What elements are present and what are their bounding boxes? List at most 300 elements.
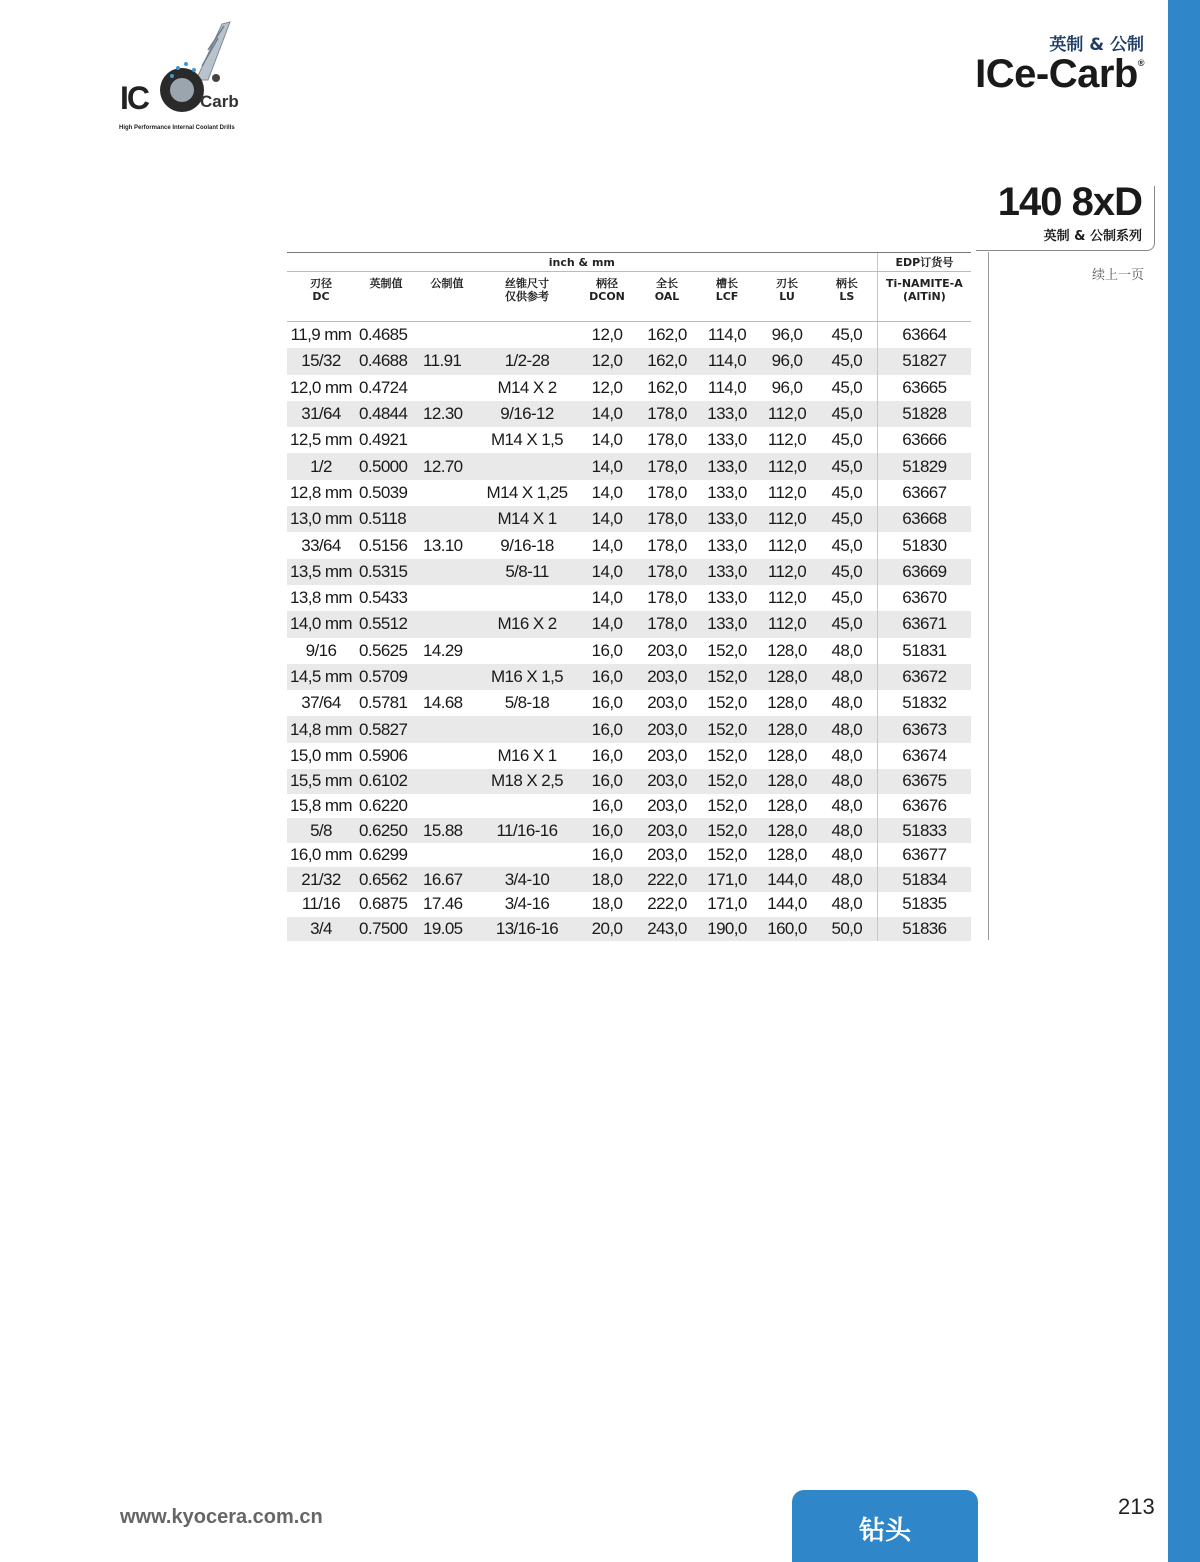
column-header-line1: 公制值 xyxy=(430,277,464,290)
cell-lu: 112,0 xyxy=(767,535,807,555)
cell-oal: 162,0 xyxy=(647,377,687,397)
cell-dc: 14,0 mm xyxy=(287,611,355,637)
cell-inch: 0.5827 xyxy=(355,716,417,742)
cell-ls: 45,0 xyxy=(817,348,877,374)
cell-dcon: 14,0 xyxy=(591,430,623,450)
cell-lu: 112,0 xyxy=(757,611,817,637)
column-header-oal xyxy=(637,272,697,322)
cell-lcf: 152,0 xyxy=(707,640,747,660)
cell-dcon: 18,0 xyxy=(591,894,623,914)
cell-oal: 243,0 xyxy=(637,917,697,942)
column-header-line1: 柄长 xyxy=(835,277,858,290)
cell-dcon: 16,0 xyxy=(591,795,623,815)
table-row xyxy=(287,917,971,942)
header-title xyxy=(975,52,1144,97)
cell-dc: 1/2 xyxy=(287,453,355,479)
column-header-edp xyxy=(877,272,971,322)
cell-tap: M16 X 1 xyxy=(497,745,557,765)
table-row xyxy=(287,348,971,374)
cell-dcon: 16,0 xyxy=(577,818,637,843)
cell-inch: 0.4844 xyxy=(355,401,417,427)
cell-mm xyxy=(417,375,477,401)
cell-edp: 63674 xyxy=(877,743,971,769)
cell-oal: 178,0 xyxy=(647,588,687,608)
cell-inch: 0.6299 xyxy=(359,845,408,865)
table-row xyxy=(287,532,971,558)
cell-dc: 11,9 mm xyxy=(290,325,352,345)
cell-edp: 51831 xyxy=(877,638,971,664)
cell-oal: 178,0 xyxy=(637,559,697,585)
column-header-dcon xyxy=(577,272,637,322)
table-row xyxy=(287,843,971,868)
cell-mm xyxy=(417,743,477,769)
cell-inch: 0.7500 xyxy=(355,917,417,942)
cell-ls: 45,0 xyxy=(817,401,877,427)
table-row xyxy=(287,611,971,637)
cell-dc: 12,5 mm xyxy=(290,430,352,450)
cell-lu: 112,0 xyxy=(767,482,807,502)
cell-edp: 51830 xyxy=(877,532,971,558)
column-header-line2: LU xyxy=(779,290,795,303)
column-header-line2: LS xyxy=(839,290,855,303)
logo-tagline: High Performance Internal Coolant Drills xyxy=(119,125,235,131)
cell-dcon: 14,0 xyxy=(577,559,637,585)
cell-oal: 178,0 xyxy=(637,611,697,637)
cell-tap: M14 X 1 xyxy=(477,506,577,532)
cell-mm: 13.10 xyxy=(423,535,463,555)
cell-ls: 45,0 xyxy=(817,506,877,532)
cell-oal: 162,0 xyxy=(637,348,697,374)
cell-lcf: 114,0 xyxy=(707,325,747,345)
cell-inch: 0.4921 xyxy=(359,430,408,450)
table-row xyxy=(287,769,971,794)
logo-ic-text: IC xyxy=(120,80,148,116)
cell-edp: 63665 xyxy=(877,375,971,401)
cell-dc: 9/16 xyxy=(305,640,337,660)
continued-note: 续上一页 xyxy=(1091,268,1144,283)
cell-edp: 63664 xyxy=(877,322,971,349)
table-row xyxy=(287,892,971,917)
cell-lcf: 152,0 xyxy=(707,745,747,765)
cell-ls: 48,0 xyxy=(817,716,877,742)
cell-ls: 48,0 xyxy=(831,745,863,765)
spec-table xyxy=(287,252,971,941)
cell-dc: 13,0 mm xyxy=(287,506,355,532)
cell-ls: 48,0 xyxy=(831,845,863,865)
cell-edp: 63671 xyxy=(877,611,971,637)
cell-edp: 63676 xyxy=(877,794,971,819)
cell-inch: 0.5906 xyxy=(359,745,408,765)
cell-mm xyxy=(417,664,477,690)
cell-ls: 45,0 xyxy=(817,611,877,637)
table-row xyxy=(287,401,971,427)
cell-lu: 112,0 xyxy=(757,559,817,585)
cell-lu: 112,0 xyxy=(767,588,807,608)
cell-oal: 162,0 xyxy=(647,325,687,345)
table-row xyxy=(287,559,971,585)
cell-mm: 12.70 xyxy=(417,453,477,479)
cell-ls: 48,0 xyxy=(831,894,863,914)
cell-tap xyxy=(477,794,577,819)
cell-tap: 1/2-28 xyxy=(477,348,577,374)
cell-edp: 63677 xyxy=(877,843,971,868)
cell-lcf: 152,0 xyxy=(697,818,757,843)
cell-edp: 63667 xyxy=(877,480,971,506)
cell-lcf: 133,0 xyxy=(697,453,757,479)
cell-dcon: 14,0 xyxy=(577,611,637,637)
column-header-ls xyxy=(817,272,877,322)
cell-lcf: 114,0 xyxy=(707,377,747,397)
cell-lcf: 152,0 xyxy=(707,845,747,865)
column-header-line1: 丝锥尺寸 xyxy=(505,277,549,290)
cell-edp: 51827 xyxy=(877,348,971,374)
spec-table-container xyxy=(287,252,987,941)
cell-inch: 0.5512 xyxy=(355,611,417,637)
cell-inch: 0.6875 xyxy=(359,894,408,914)
cell-tap: 13/16-16 xyxy=(477,917,577,942)
column-header-line2: (AlTiN) xyxy=(902,290,946,303)
cell-ls: 48,0 xyxy=(831,640,863,660)
cell-dc: 13,8 mm xyxy=(290,588,352,608)
column-header-dc xyxy=(287,272,355,322)
cell-oal: 203,0 xyxy=(647,640,687,660)
registered-mark: ® xyxy=(1137,58,1144,68)
cell-oal: 203,0 xyxy=(647,795,687,815)
product-title: 140 8xD xyxy=(997,180,1142,224)
cell-mm xyxy=(417,585,477,611)
cell-lcf: 133,0 xyxy=(707,535,747,555)
cell-oal: 178,0 xyxy=(637,401,697,427)
cell-mm: 15.88 xyxy=(417,818,477,843)
cell-lcf: 152,0 xyxy=(697,664,757,690)
cell-dc: 15,0 mm xyxy=(290,745,352,765)
column-header-line1: Ti-NAMITE-A xyxy=(886,277,963,290)
cell-dcon: 18,0 xyxy=(577,867,637,892)
cell-inch: 0.5625 xyxy=(359,640,408,660)
cell-ls: 48,0 xyxy=(817,769,877,794)
cell-lu: 160,0 xyxy=(757,917,817,942)
cell-lcf: 152,0 xyxy=(697,769,757,794)
cell-dc: 14,5 mm xyxy=(287,664,355,690)
cell-lcf: 133,0 xyxy=(697,506,757,532)
cell-lu: 144,0 xyxy=(767,894,807,914)
cell-dc: 31/64 xyxy=(287,401,355,427)
table-row xyxy=(287,743,971,769)
table-column-header xyxy=(287,272,971,322)
cell-lu: 96,0 xyxy=(757,348,817,374)
cell-inch: 0.5156 xyxy=(359,535,408,555)
cell-ls: 45,0 xyxy=(831,535,863,555)
cell-tap: M14 X 2 xyxy=(497,377,557,397)
cell-ls: 45,0 xyxy=(831,430,863,450)
cell-tap xyxy=(477,843,577,868)
cell-dcon: 16,0 xyxy=(591,693,623,713)
cell-dcon: 16,0 xyxy=(591,640,623,660)
section-tab-label: 钻头 xyxy=(858,1516,911,1546)
cell-tap: 9/16-12 xyxy=(477,401,577,427)
cell-tap xyxy=(477,638,577,664)
group-header-edp: EDP订货号 xyxy=(877,253,971,272)
cell-dcon: 14,0 xyxy=(591,482,623,502)
cell-mm xyxy=(417,506,477,532)
cell-dc: 13,5 mm xyxy=(287,559,355,585)
column-header-mm xyxy=(417,272,477,322)
cell-oal: 178,0 xyxy=(647,535,687,555)
cell-ls: 50,0 xyxy=(817,917,877,942)
cell-oal: 203,0 xyxy=(637,818,697,843)
cell-lu: 128,0 xyxy=(767,745,807,765)
cell-inch: 0.6102 xyxy=(355,769,417,794)
cell-lu: 112,0 xyxy=(757,453,817,479)
cell-dcon: 12,0 xyxy=(577,348,637,374)
cell-inch: 0.5433 xyxy=(359,588,408,608)
cell-ls: 45,0 xyxy=(831,325,863,345)
cell-lcf: 133,0 xyxy=(697,611,757,637)
cell-inch: 0.4688 xyxy=(355,348,417,374)
cell-tap xyxy=(477,453,577,479)
cell-dc: 14,8 mm xyxy=(287,716,355,742)
cell-inch: 0.6250 xyxy=(355,818,417,843)
cell-dc: 37/64 xyxy=(301,693,341,713)
table-row xyxy=(287,664,971,690)
cell-oal: 203,0 xyxy=(647,845,687,865)
cell-dc: 3/4 xyxy=(287,917,355,942)
cell-inch: 0.5000 xyxy=(355,453,417,479)
cell-lcf: 114,0 xyxy=(697,348,757,374)
column-header-line2: DCON xyxy=(589,290,625,303)
cell-dc: 15,8 mm xyxy=(290,795,352,815)
cell-mm xyxy=(417,480,477,506)
column-header-line1: 柄径 xyxy=(596,277,618,290)
column-header-line1: 槽长 xyxy=(716,277,738,290)
cell-ls: 48,0 xyxy=(817,664,877,690)
column-header-line2: DC xyxy=(312,290,330,303)
column-header-line1: 刃长 xyxy=(776,277,798,290)
cell-edp: 63670 xyxy=(877,585,971,611)
cell-edp: 63669 xyxy=(877,559,971,585)
cell-ls: 48,0 xyxy=(817,818,877,843)
cell-oal: 222,0 xyxy=(647,894,687,914)
cell-inch: 0.4724 xyxy=(359,377,408,397)
cell-edp: 51829 xyxy=(877,453,971,479)
cell-lcf: 171,0 xyxy=(697,867,757,892)
cell-lu: 112,0 xyxy=(767,430,807,450)
cell-ls: 48,0 xyxy=(831,693,863,713)
cell-inch: 0.6220 xyxy=(359,795,408,815)
cell-lcf: 133,0 xyxy=(697,559,757,585)
cell-ls: 48,0 xyxy=(831,795,863,815)
cell-mm xyxy=(417,559,477,585)
cell-dcon: 14,0 xyxy=(577,401,637,427)
cell-dc: 12,8 mm xyxy=(290,482,352,502)
cell-edp: 51828 xyxy=(877,401,971,427)
column-header-line2: OAL xyxy=(654,290,680,303)
cell-tap: 5/8-11 xyxy=(477,559,577,585)
cell-inch: 0.5118 xyxy=(355,506,417,532)
cell-lu: 128,0 xyxy=(757,818,817,843)
footer-url: www.kyocera.com.cn xyxy=(120,1506,323,1528)
cell-mm: 12.30 xyxy=(417,401,477,427)
cell-dc: 15,5 mm xyxy=(287,769,355,794)
cell-dcon: 14,0 xyxy=(577,506,637,532)
group-header-inch-mm: inch & mm xyxy=(287,253,877,272)
cell-edp: 51834 xyxy=(877,867,971,892)
cell-lu: 128,0 xyxy=(767,640,807,660)
cell-mm xyxy=(417,843,477,868)
cell-lu: 96,0 xyxy=(771,377,803,397)
cell-dcon: 14,0 xyxy=(591,535,623,555)
cell-tap: 3/4-10 xyxy=(477,867,577,892)
cell-dcon: 16,0 xyxy=(577,716,637,742)
cell-tap: M18 X 2,5 xyxy=(477,769,577,794)
cell-oal: 203,0 xyxy=(647,693,687,713)
cell-dcon: 16,0 xyxy=(591,845,623,865)
cell-ls: 45,0 xyxy=(817,559,877,585)
cell-inch: 0.4685 xyxy=(359,325,408,345)
cell-tap: 11/16-16 xyxy=(477,818,577,843)
header-subtitle: 英制 & 公制 xyxy=(1049,35,1144,55)
cell-tap: 9/16-18 xyxy=(500,535,554,555)
side-color-band xyxy=(1168,0,1200,1562)
cell-oal: 203,0 xyxy=(637,716,697,742)
cell-lcf: 190,0 xyxy=(697,917,757,942)
cell-lcf: 133,0 xyxy=(707,482,747,502)
table-right-divider xyxy=(988,252,989,940)
cell-edp: 63672 xyxy=(877,664,971,690)
cell-tap xyxy=(477,322,577,349)
cell-mm xyxy=(417,427,477,453)
cell-lu: 128,0 xyxy=(757,716,817,742)
cell-dc: 15/32 xyxy=(287,348,355,374)
cell-tap: M14 X 1,25 xyxy=(486,482,568,502)
cell-dc: 12,0 mm xyxy=(290,377,352,397)
cell-oal: 178,0 xyxy=(637,506,697,532)
cell-lu: 112,0 xyxy=(757,506,817,532)
cell-inch: 0.5315 xyxy=(355,559,417,585)
cell-tap: M16 X 1,5 xyxy=(477,664,577,690)
cell-inch: 0.5781 xyxy=(359,693,408,713)
cell-lu: 128,0 xyxy=(757,664,817,690)
cell-mm: 16.67 xyxy=(417,867,477,892)
cell-tap xyxy=(477,585,577,611)
column-header-line1: 英制值 xyxy=(369,277,403,290)
cell-inch: 0.6562 xyxy=(355,867,417,892)
table-row xyxy=(287,794,971,819)
cell-mm xyxy=(417,769,477,794)
table-row xyxy=(287,453,971,479)
cell-lu: 128,0 xyxy=(757,769,817,794)
table-group-header xyxy=(287,253,971,272)
cell-lu: 144,0 xyxy=(757,867,817,892)
cell-dc: 33/64 xyxy=(301,535,341,555)
cell-edp: 63675 xyxy=(877,769,971,794)
product-subtitle: 英制 & 公制系列 xyxy=(1043,229,1142,244)
column-header-inch xyxy=(355,272,417,322)
cell-lu: 128,0 xyxy=(767,693,807,713)
column-header-line1: 全长 xyxy=(656,277,678,290)
cell-dcon: 14,0 xyxy=(577,453,637,479)
cell-edp: 51836 xyxy=(877,917,971,942)
cell-mm xyxy=(417,322,477,349)
table-row xyxy=(287,818,971,843)
cell-mm: 11.91 xyxy=(417,348,477,374)
table-body xyxy=(287,322,971,942)
cell-oal: 178,0 xyxy=(647,482,687,502)
column-header-line1: 刃径 xyxy=(310,277,332,290)
cell-ls: 45,0 xyxy=(831,482,863,502)
cell-mm: 19.05 xyxy=(417,917,477,942)
ice-carb-logo xyxy=(112,20,262,138)
cell-inch: 0.5039 xyxy=(359,482,408,502)
table-row xyxy=(287,480,971,506)
cell-lcf: 133,0 xyxy=(697,401,757,427)
cell-edp: 63673 xyxy=(877,716,971,742)
column-header-lcf xyxy=(697,272,757,322)
cell-edp: 63666 xyxy=(877,427,971,453)
cell-tap: 5/8-18 xyxy=(504,693,550,713)
cell-dcon: 16,0 xyxy=(577,769,637,794)
table-row xyxy=(287,690,971,716)
page-number: 213 xyxy=(1118,1494,1155,1519)
column-header-line2: LCF xyxy=(715,290,739,303)
cell-dcon: 20,0 xyxy=(577,917,637,942)
cell-lu: 128,0 xyxy=(767,845,807,865)
table-row xyxy=(287,638,971,664)
cell-oal: 203,0 xyxy=(647,745,687,765)
section-tab xyxy=(792,1490,978,1562)
logo-carb-text: Carb xyxy=(200,92,239,111)
cell-ls: 45,0 xyxy=(831,377,863,397)
cell-lu: 112,0 xyxy=(757,401,817,427)
cell-dc: 16,0 mm xyxy=(290,845,352,865)
cell-dcon: 16,0 xyxy=(577,664,637,690)
table-row xyxy=(287,427,971,453)
cell-edp: 51833 xyxy=(877,818,971,843)
cell-mm: 17.46 xyxy=(423,894,463,914)
cell-dc: 5/8 xyxy=(287,818,355,843)
header-title-text: ICe-Carb xyxy=(975,52,1138,96)
cell-mm xyxy=(417,794,477,819)
cell-mm xyxy=(417,611,477,637)
table-row xyxy=(287,506,971,532)
table-row xyxy=(287,375,971,401)
cell-oal: 222,0 xyxy=(637,867,697,892)
cell-dcon: 12,0 xyxy=(591,325,623,345)
table-row xyxy=(287,322,971,349)
cell-lcf: 152,0 xyxy=(707,795,747,815)
column-header-lu xyxy=(757,272,817,322)
cell-oal: 203,0 xyxy=(637,769,697,794)
cell-edp: 63668 xyxy=(877,506,971,532)
cell-mm xyxy=(417,716,477,742)
cell-lcf: 133,0 xyxy=(707,430,747,450)
cell-oal: 178,0 xyxy=(637,453,697,479)
table-row xyxy=(287,867,971,892)
cell-tap xyxy=(477,716,577,742)
cell-tap: M14 X 1,5 xyxy=(490,430,564,450)
cell-lu: 128,0 xyxy=(767,795,807,815)
cell-lcf: 133,0 xyxy=(707,588,747,608)
column-header-line2: 仅供参考 xyxy=(505,290,549,303)
cell-oal: 203,0 xyxy=(637,664,697,690)
cell-mm: 14.68 xyxy=(423,693,463,713)
cell-tap: M16 X 2 xyxy=(477,611,577,637)
cell-lcf: 171,0 xyxy=(707,894,747,914)
cell-dc: 11/16 xyxy=(301,894,341,914)
cell-ls: 48,0 xyxy=(817,867,877,892)
cell-edp: 51835 xyxy=(877,892,971,917)
table-row xyxy=(287,716,971,742)
